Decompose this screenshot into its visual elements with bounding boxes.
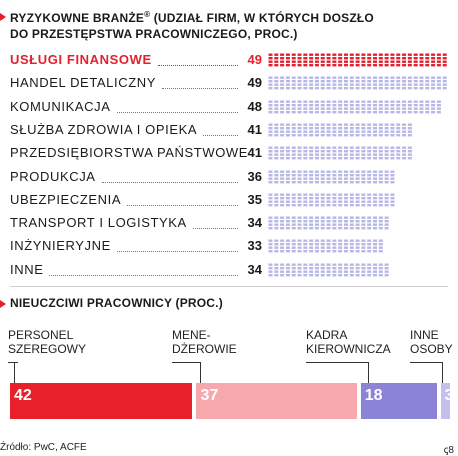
industry-label: USŁUGI FINANSOWE [10, 52, 152, 67]
stack-category-line: SZEREGOWY [8, 342, 87, 356]
industry-label: UBEZPIECZENIA [10, 191, 122, 207]
stack-category-line: KIEROWNICZA [306, 342, 391, 356]
page-number: ꞔ8 [443, 445, 454, 456]
stack-category-line: INNE [410, 328, 439, 342]
industry-label: TRANSPORT I LOGISTYKA [10, 215, 187, 231]
industry-bar [268, 170, 400, 184]
industry-row [10, 214, 450, 234]
stack-category-line: DŻEROWIE [172, 342, 237, 356]
industry-bar [268, 53, 448, 67]
industry-value: 41 [247, 145, 262, 161]
industry-row [10, 74, 450, 94]
industry-bar [268, 263, 393, 277]
stack-category-line: KADRA [306, 328, 348, 342]
industry-bar [268, 100, 444, 114]
stack-category-label [8, 328, 86, 356]
stack-segment [361, 383, 437, 419]
label-leader [8, 362, 18, 363]
label-leader [172, 362, 200, 363]
industry-value: 34 [247, 261, 262, 277]
industry-row [10, 237, 450, 257]
label-leader [306, 362, 368, 363]
industry-value: 48 [247, 98, 262, 114]
label-leader [410, 362, 442, 363]
industry-value: 49 [247, 75, 262, 91]
label-leader [368, 362, 369, 383]
stack-category-label [172, 328, 237, 356]
industry-label: INNE [10, 261, 44, 277]
industry-row [10, 191, 450, 211]
stack-value: 3 [444, 387, 454, 404]
stack-category-line: MENE- [172, 328, 211, 342]
industry-label: KOMUNIKACJA [10, 98, 111, 114]
chart1-title: RYZYKOWNE BRANŻE® (UDZIAŁ FIRM, W KTÓRYCH DOSZŁO DO PRZESTĘPSTWA PRACOWNICZEGO, PROC.) [10, 10, 374, 41]
section-marker-icon [0, 300, 6, 308]
industry-row [10, 121, 450, 141]
stack-category-line: OSOBY [410, 342, 453, 356]
industry-row [10, 144, 450, 164]
section-divider [10, 286, 448, 287]
industry-row [10, 168, 450, 188]
leader-dots [127, 205, 238, 206]
industry-row [10, 261, 450, 281]
leader-dots [49, 275, 238, 276]
label-leader [200, 362, 201, 383]
industry-bar [268, 193, 397, 207]
industry-value: 33 [247, 238, 262, 254]
industry-row [10, 51, 450, 71]
stack-category-line: PERSONEL [8, 328, 74, 342]
industry-value: 36 [247, 168, 262, 184]
industry-bar [268, 216, 393, 230]
leader-dots [158, 65, 238, 66]
stack-value: 18 [364, 387, 383, 404]
industry-label: INŻYNIERYJNE [10, 238, 111, 254]
industry-label: HANDEL DETALICZNY [10, 75, 157, 91]
section-marker-icon [0, 13, 6, 21]
stack-segment [441, 383, 454, 419]
industry-value: 35 [247, 191, 262, 207]
stack-segment [196, 383, 356, 419]
industry-value: 41 [247, 121, 262, 137]
leader-dots [162, 88, 238, 89]
leader-dots [193, 228, 238, 229]
industry-value: 34 [247, 215, 262, 231]
stack-category-label [306, 328, 391, 356]
industry-bar [268, 76, 448, 90]
leader-dots [203, 135, 238, 136]
industry-value: 49 [247, 52, 262, 67]
industry-bar [268, 239, 389, 253]
source-note: Źródło: PwC, ACFE [0, 442, 87, 453]
industry-label: SŁUŻBA ZDROWIA I OPIEKA [10, 121, 198, 137]
stack-category-label [410, 328, 453, 356]
leader-dots [117, 251, 238, 252]
stack-value: 37 [200, 387, 219, 404]
label-leader [442, 362, 443, 383]
chart2-title: NIEUCZCIWI PRACOWNICY (PROC.) [10, 296, 223, 310]
industry-row [10, 98, 450, 118]
leader-dots [102, 182, 238, 183]
industry-label: PRZEDSIĘBIORSTWA PAŃSTWOWE [10, 145, 249, 161]
industry-bar [268, 123, 419, 137]
stack-segment [10, 383, 192, 419]
industry-label: PRODUKCJA [10, 168, 96, 184]
label-leader [14, 362, 15, 383]
industry-bar [268, 146, 419, 160]
leader-dots [117, 112, 238, 113]
stack-value: 42 [14, 387, 32, 404]
